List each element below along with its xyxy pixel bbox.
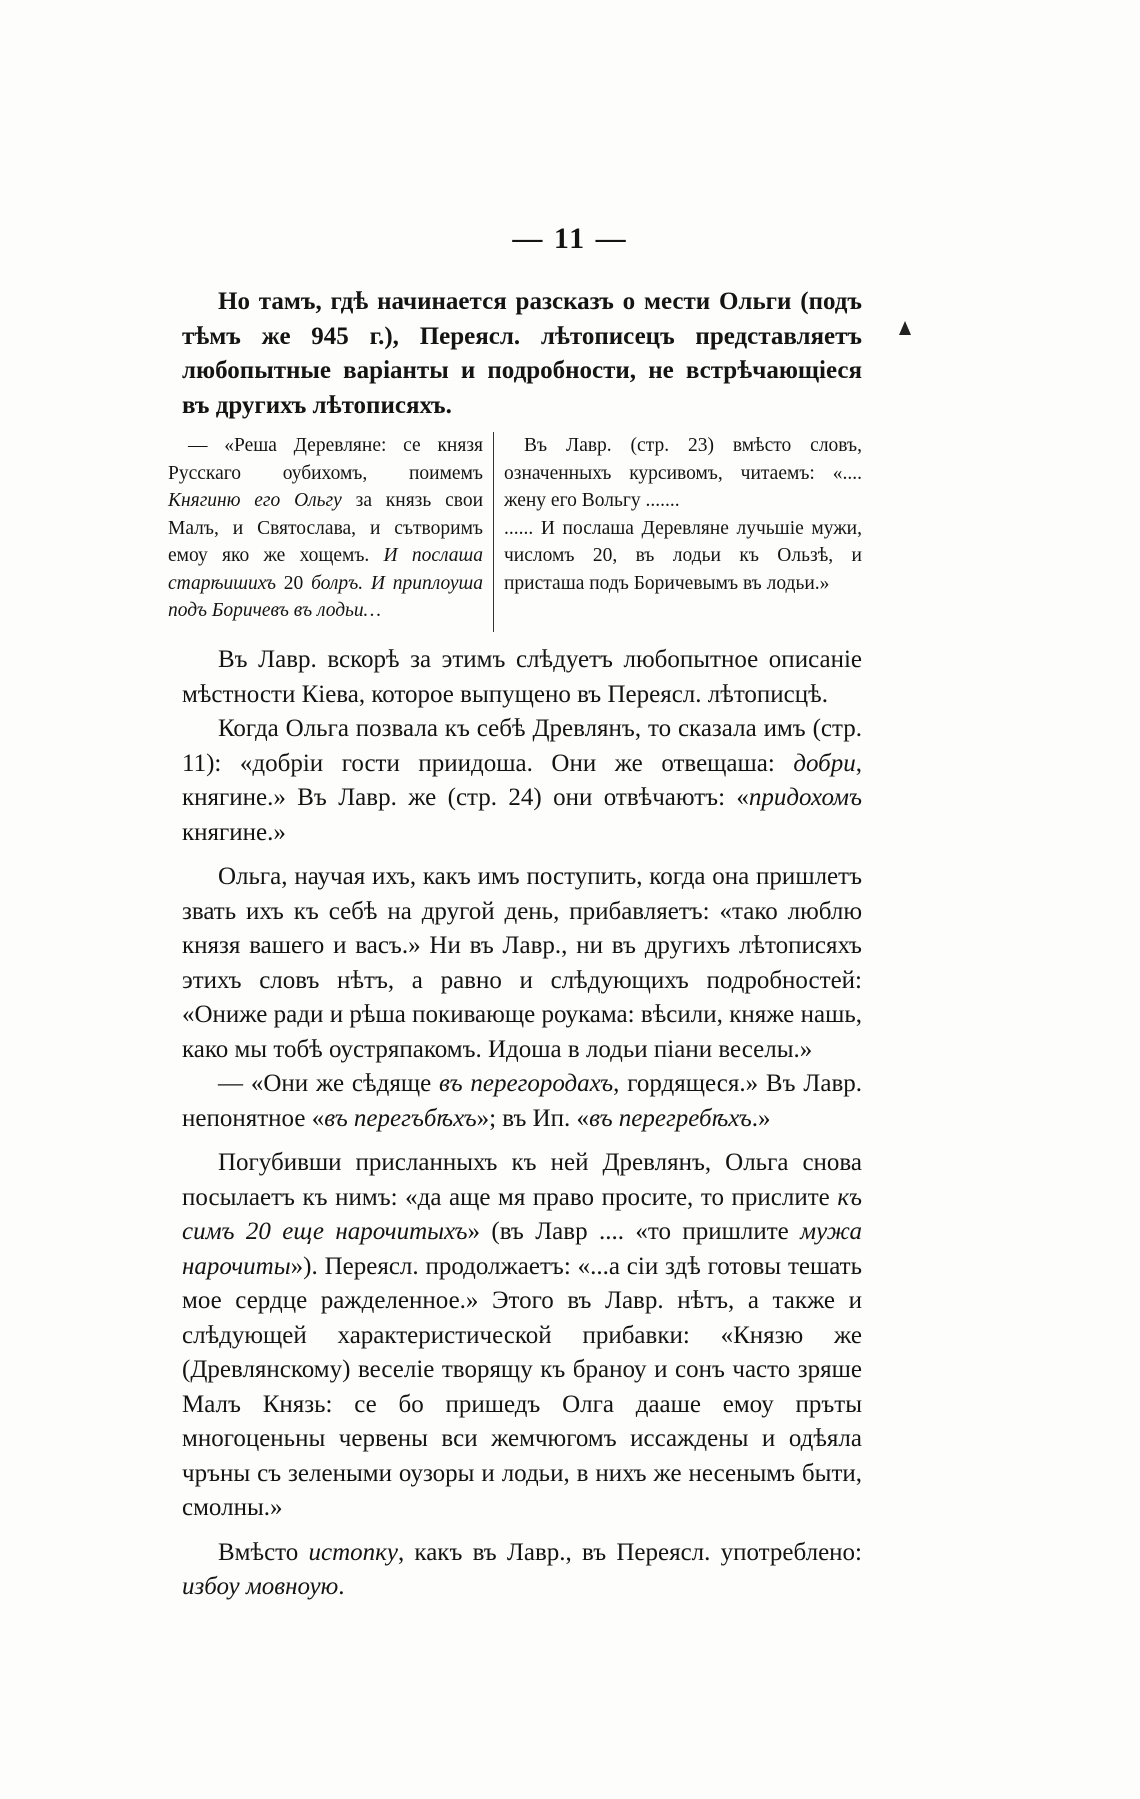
parallel-columns [168, 432, 862, 632]
text-run: Когда Ольга позвала къ себѣ Древлянъ, то сказала имъ (стр. 11): «добріи гости приидоша. Они же отвещаша: [182, 715, 862, 777]
left-quote-part: — «Реша Деревляне: се князя Русскаго оубихомъ, поимемъ [168, 435, 483, 484]
left-quote-italic: болръ. И приплоуша подъ Боричевъ въ лодьи… [168, 572, 483, 621]
text-run: княгине.» [182, 818, 286, 846]
text-run: »). Переясл. продолжаетъ: «...а сіи здѣ готовы тешать мое сердце ражделенное.» Этого въ Лавр. нѣтъ, а также и слѣдующей характеристической прибавки: «Князю же (Древлянскому) веселіе творящу къ браноу и сонъ часто зряше Малъ Князь: се бо пришедъ Олга дааше емоу пръты многоценьны червены вси жемчюгомъ иссаждены и одѣяла чръны съ зелеными оузоры и лодьи, в нихъ же несенымъ быти, смолны.» [182, 1252, 862, 1521]
left-quote-italic: И послаша старѣишихъ [168, 545, 483, 594]
italic-run: мужа нарочиты [182, 1218, 862, 1280]
italic-run: въ перегъбѣхъ [324, 1104, 477, 1132]
italic-run: придохомъ [748, 784, 862, 811]
paragraph-second-envoys [182, 1146, 862, 1526]
intro-paragraph: Но тамъ, гдѣ начинается разсказъ о мести Ольги (подъ тѣмъ же 945 г.), Переясл. лѣтописецъ представляетъ любопытные варіанты и подробности, не встрѣчающіеся въ другихъ лѣтописяхъ. [182, 288, 862, 419]
italic-run: къ симъ 20 еще нарочитыхъ [182, 1183, 862, 1245]
paragraph-istopka [182, 1536, 862, 1605]
text-run: .» [751, 1104, 771, 1132]
right-column-variant [504, 432, 862, 597]
left-quote-part: за князь свои Малъ, и Святослава, и сътворимъ емоу яко же хощемъ. [168, 490, 484, 566]
margin-mark-icon [899, 321, 911, 335]
text-run: »; въ Ип. « [476, 1104, 590, 1132]
intro-paragraph-block [182, 285, 862, 423]
column-divider [493, 432, 494, 632]
left-quote-part: 20 [276, 572, 312, 594]
italic-run: избоу мовноую [182, 1573, 339, 1600]
body-text [182, 643, 862, 1605]
paragraph-olga-instructions: Ольга, научая ихъ, какъ имъ поступить, когда она пришлетъ звать ихъ къ себѣ на другой день, прибавляетъ: «тако люблю князя вашего и васъ.» Ни въ Лавр., ни въ другихъ лѣтописяхъ этихъ словъ нѣтъ, а равно и слѣдующихъ подробностей: «Ониже ради и рѣша покивающе роукама: вѣсили, княже нашь, како мы тобѣ оустряпакомъ. Идоша в лодьи піани веселы.» [182, 863, 862, 1063]
italic-run: въ перегородахъ [439, 1070, 614, 1097]
paragraph-olga-guests [182, 712, 862, 850]
text-run: , какъ въ Лавр., въ Переясл. употреблено: [397, 1538, 863, 1566]
italic-run: въ перегребѣхъ [589, 1104, 752, 1132]
text-run: , гордящеся.» Въ Лавр. непонятное « [182, 1070, 863, 1132]
page-number: — 11 — [512, 222, 628, 255]
right-variant-text-2: ...... И послаша Деревляне лучьшіе мужи, числомъ 20, въ лодьи къ Ользѣ, и присташа подъ Боричевымъ въ лодьи.» [504, 517, 862, 594]
text-run: — «Они же сѣдяще [218, 1070, 440, 1097]
paragraph-peregorody [182, 1067, 862, 1136]
right-variant-text-1: Въ Лавр. (стр. 23) вмѣсто словъ, означенныхъ курсивомъ, читаемъ: «.... жену его Вольгу ....... [504, 435, 862, 511]
text-run: . [338, 1573, 345, 1600]
italic-run: истопку [308, 1538, 398, 1566]
text-run: Погубивши присланныхъ къ ней Древлянъ, Ольга снова посылаетъ къ нимъ: «да аще мя право просите, то прислите [182, 1149, 862, 1211]
text-run: , княгине.» Въ Лавр. же (стр. 24) они отвѣчаютъ: « [182, 749, 862, 811]
left-quote-italic: Княгиню его Ольгу [168, 490, 342, 511]
italic-run: добри [793, 749, 856, 777]
text-run: Вмѣсто [218, 1538, 309, 1566]
text-run: » (въ Лавр .... «то пришлите [467, 1218, 801, 1245]
left-column-quote [168, 432, 483, 625]
left-quote-text [168, 432, 483, 625]
paragraph-lavr-description: Въ Лавр. вскорѣ за этимъ слѣдуетъ любопытное описаніе мѣстности Кіева, которое выпущено въ Переясл. лѣтописцѣ. [182, 646, 862, 708]
